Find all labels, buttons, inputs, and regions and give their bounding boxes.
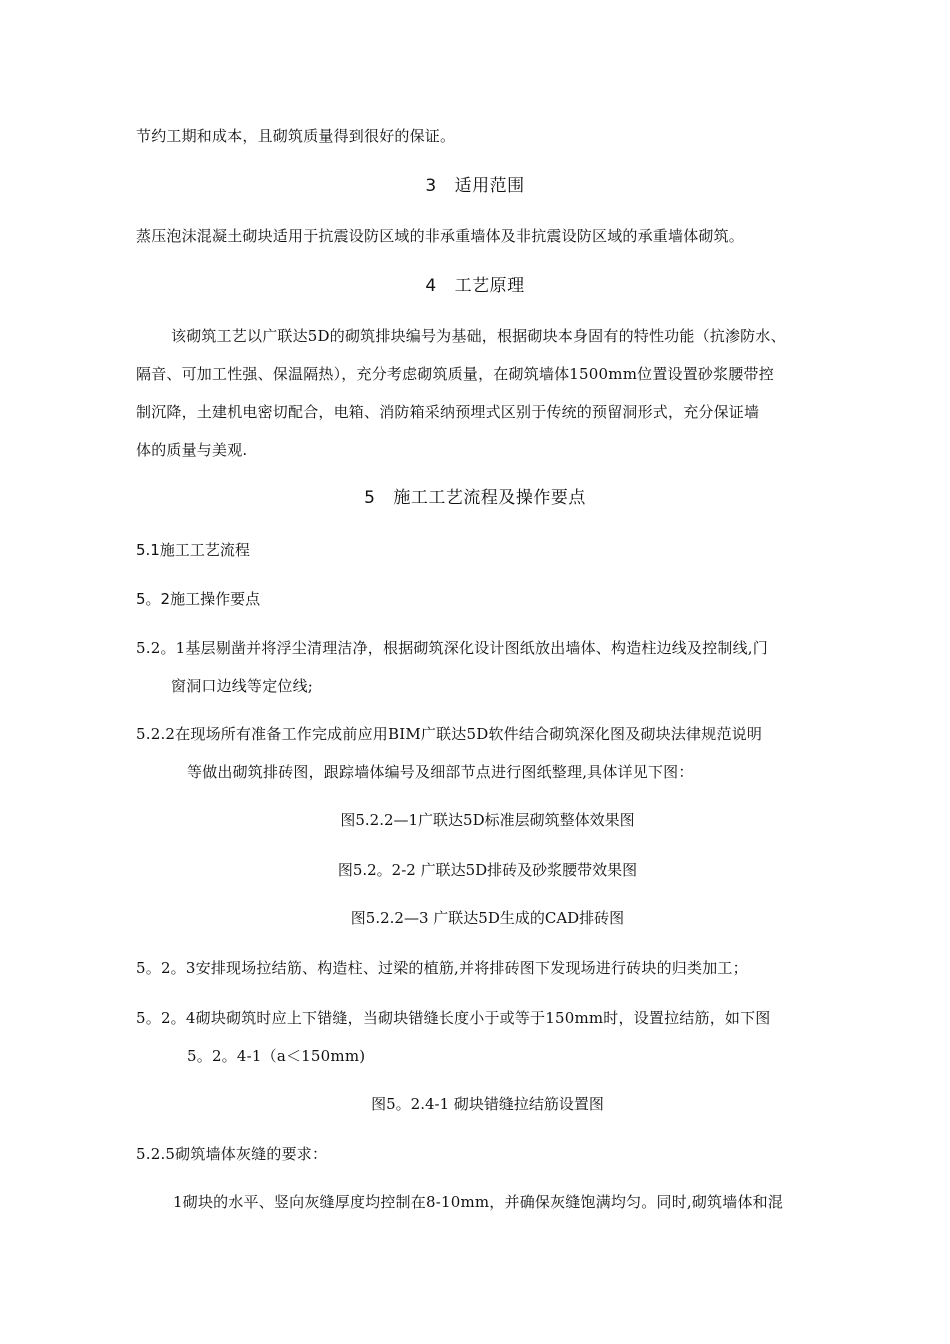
item-5-2-1-line-1: 5.2。1基层剔凿并将浮尘清理洁净，根据砌筑深化设计图纸放出墙体、构造柱边线及控制线,门 [136, 639, 768, 657]
subsection-5-2-heading: 5。2施工操作要点 [136, 590, 261, 608]
section-4-heading [0, 274, 950, 298]
section-4-line-1: 该砌筑工艺以广联达5D的砌筑排块编号为基础，根据砌块本身固有的特性功能（抗渗防水、 [171, 327, 786, 345]
figure-caption-5-2-4-1: 图5。2.4-1 砌块错缝拉结筋设置图 [371, 1095, 604, 1113]
section-4-line-4: 体的质量与美观. [136, 441, 248, 459]
section-3-paragraph: 蒸压泡沫混凝土砌块适用于抗震设防区域的非承重墙体及非抗震设防区域的承重墙体砌筑。 [136, 227, 745, 245]
item-5-2-3: 5。2。3安排现场拉结筋、构造柱、过梁的植筋,并将排砖图下发现场进行砖块的归类加工； [136, 959, 748, 977]
figure-caption-5-2-2-2: 图5.2。2-2 广联达5D排砖及砂浆腰带效果图 [337, 861, 638, 879]
paragraph-intro-end: 节约工期和成本，且砌筑质量得到很好的保证。 [136, 127, 456, 145]
item-5-2-5: 5.2.5砌筑墙体灰缝的要求： [136, 1145, 328, 1163]
item-5-2-4-line-1: 5。2。4砌块砌筑时应上下错缝，当砌块错缝长度小于或等于150mm时，设置拉结筋，如下图 [136, 1009, 771, 1027]
section-5-title: 施工工艺流程及操作要点 [393, 488, 586, 508]
section-3-number: 3 [425, 176, 437, 196]
section-5-number: 5 [364, 488, 376, 508]
item-5-2-1-line-2: 窗洞口边线等定位线; [171, 677, 314, 695]
section-4-line-3: 制沉降，土建机电密切配合，电箱、消防箱采纳预埋式区别于传统的预留洞形式，充分保证墙 [136, 403, 760, 421]
item-5-2-2-line-1: 5.2.2在现场所有准备工作完成前应用BIM广联达5D软件结合砌筑深化图及砌块法律规范说明 [136, 725, 763, 743]
section-5-heading [0, 486, 950, 510]
item-5-2-2-line-2: 等做出砌筑排砖图，跟踪墙体编号及细部节点进行图纸整理,具体详见下图： [187, 763, 694, 781]
section-3-heading [0, 174, 950, 198]
item-5-2-4-line-2: 5。2。4-1（a＜150mm) [187, 1047, 366, 1065]
section-4-title: 工艺原理 [454, 276, 525, 296]
section-3-title: 适用范围 [454, 176, 525, 196]
item-5-2-5-point-1: 1砌块的水平、竖向灰缝厚度均控制在8-10mm，并确保灰缝饱满均匀。同时,砌筑墙体和混 [173, 1193, 784, 1211]
section-4-line-2: 隔音、可加工性强、保温隔热），充分考虑砌筑质量，在砌筑墙体1500mm位置设置砂浆腰带控 [136, 365, 774, 383]
figure-caption-5-2-2-3: 图5.2.2—3 广联达5D生成的CAD排砖图 [350, 909, 625, 927]
section-4-number: 4 [425, 276, 437, 296]
figure-caption-5-2-2-1: 图5.2.2—1广联达5D标准层砌筑整体效果图 [340, 811, 635, 829]
subsection-5-1-heading: 5.1施工工艺流程 [136, 541, 250, 559]
